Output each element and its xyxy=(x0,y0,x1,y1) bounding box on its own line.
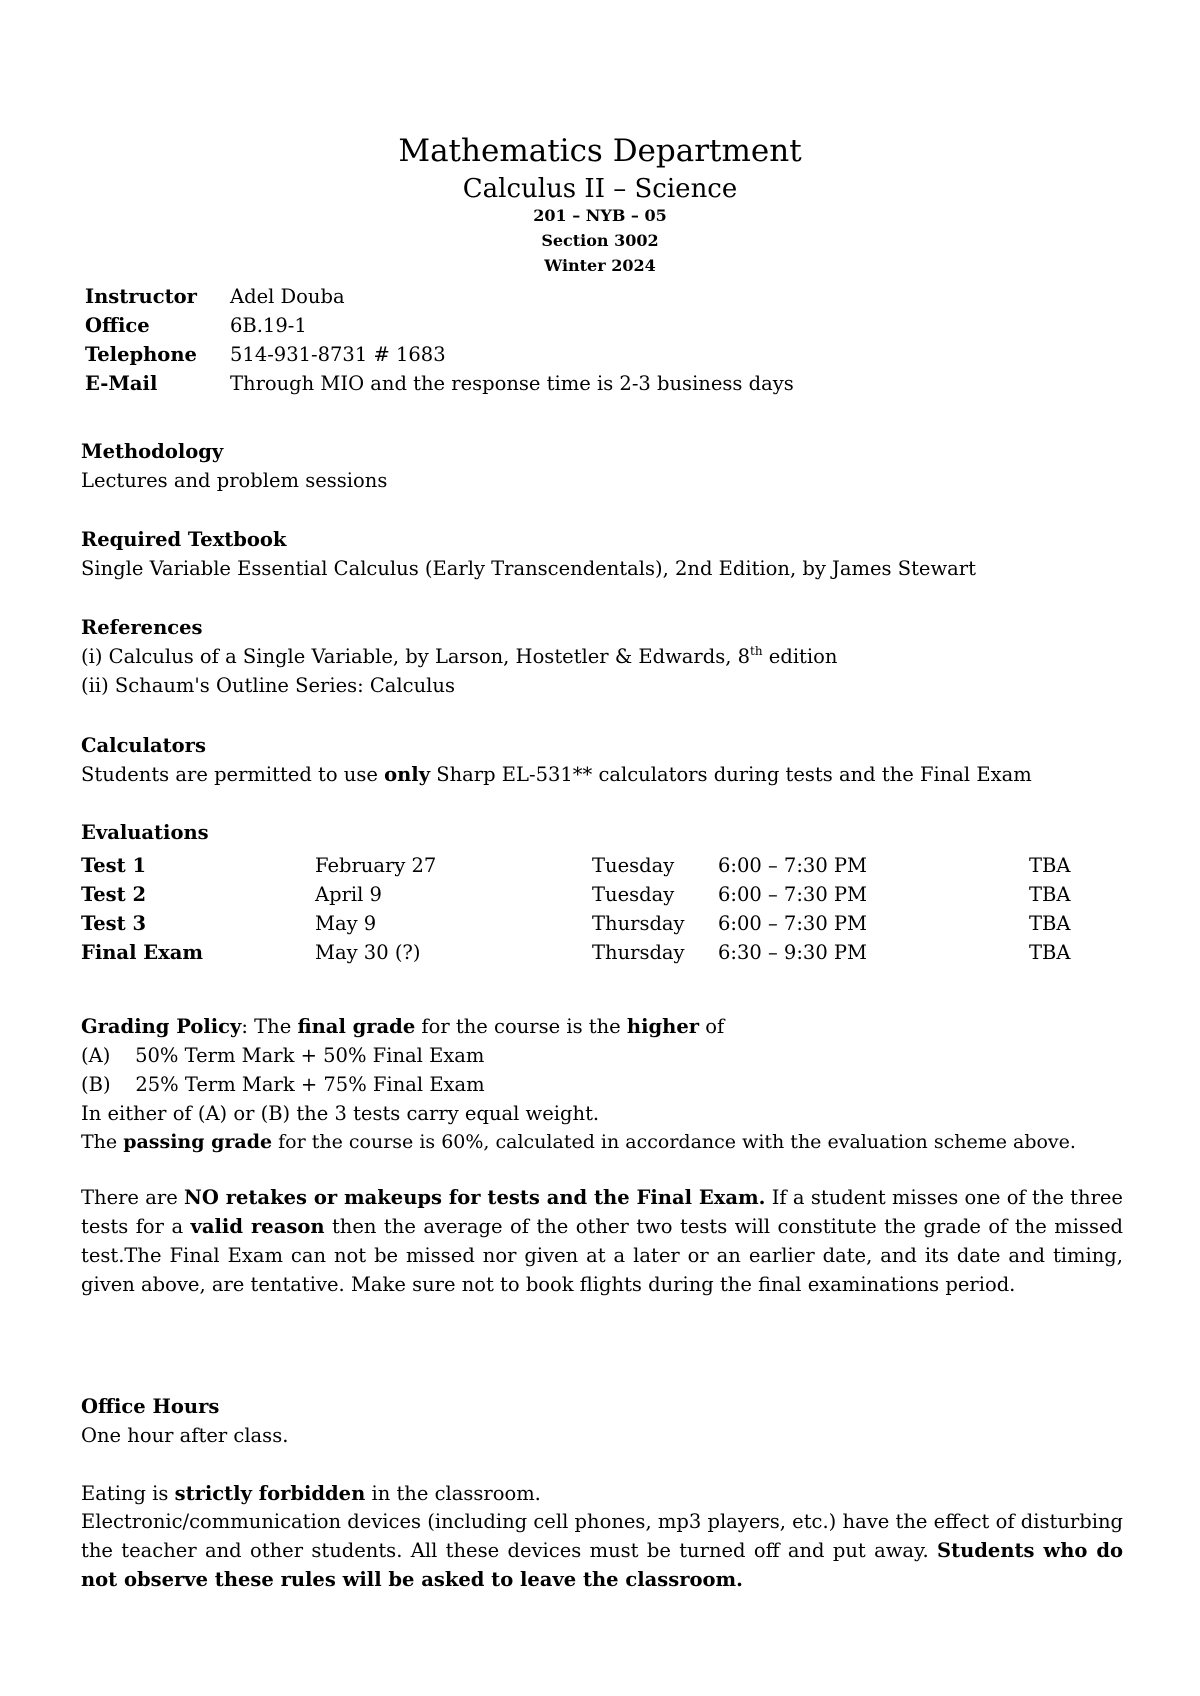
methodology-text: Lectures and problem sessions xyxy=(81,469,388,492)
instructor-label: Instructor xyxy=(85,285,197,308)
references-heading: References xyxy=(81,616,203,639)
grading-text: for the course is the xyxy=(415,1015,627,1038)
makeup-text: then the average of the other two tests will constitute the grade of the missed test.The Final Exam can not be missed nor given at a later or an earlier date, and its date and timing, given above, are tentative. Make sure not to book flights during the final examinations period. xyxy=(81,1215,1123,1296)
evaluation-day: Tuesday xyxy=(592,883,675,906)
evaluation-name: Test 3 xyxy=(81,912,147,935)
devices-rule-text: Electronic/communication devices (including cell phones, mp3 players, etc.) have the effect of disturbing the teacher and other students. All these devices must be turned off and put away. xyxy=(81,1510,1123,1562)
office-label: Office xyxy=(85,314,150,337)
grading-option-b: (B) 25% Term Mark + 75% Final Exam xyxy=(81,1073,485,1096)
evaluation-room: TBA xyxy=(1029,941,1071,964)
section-number: Section 3002 xyxy=(541,231,659,250)
makeup-text-bold: NO retakes or makeups for tests and the Final Exam. xyxy=(184,1186,766,1209)
reference-item xyxy=(81,644,838,668)
evaluation-time: 6:00 – 7:30 PM xyxy=(718,883,868,906)
evaluation-date: April 9 xyxy=(315,883,382,906)
calculators-text-start: Students are permitted to use xyxy=(81,763,385,786)
evaluation-room: TBA xyxy=(1029,912,1071,935)
evaluation-name: Test 2 xyxy=(81,883,147,906)
course-code: 201 – NYB – 05 xyxy=(533,206,667,225)
grading-text-bold: final grade xyxy=(297,1015,416,1038)
calculators-text-end: Sharp EL-531** calculators during tests and the Final Exam xyxy=(430,763,1032,786)
devices-rule-paragraph xyxy=(81,1507,1123,1594)
evaluation-date: February 27 xyxy=(315,854,437,877)
evaluation-date: May 9 xyxy=(315,912,377,935)
grading-policy-intro xyxy=(81,1017,724,1037)
evaluation-name: Final Exam xyxy=(81,941,204,964)
makeup-text: There are xyxy=(81,1186,185,1209)
eating-rule-text: Eating is xyxy=(81,1482,175,1505)
grading-equal-weight: In either of (A) or (B) the 3 tests carry equal weight. xyxy=(81,1102,600,1125)
methodology-heading: Methodology xyxy=(81,440,224,463)
calculators-heading: Calculators xyxy=(81,734,206,757)
term: Winter 2024 xyxy=(544,256,656,275)
passing-grade-text xyxy=(81,1133,1076,1152)
evaluation-room: TBA xyxy=(1029,883,1071,906)
passing-text: The xyxy=(81,1131,124,1153)
evaluation-day: Thursday xyxy=(592,912,685,935)
evaluation-day: Thursday xyxy=(592,941,685,964)
evaluation-name: Test 1 xyxy=(81,854,147,877)
calculators-text xyxy=(81,765,1032,785)
grading-policy-heading: Grading Policy xyxy=(81,1015,242,1038)
evaluation-room: TBA xyxy=(1029,854,1071,877)
reference-text: (i) Calculus of a Single Variable, by Larson, Hostetler & Edwards, 8 xyxy=(81,645,751,668)
devices-rule-bold: Students who do not observe these rules will be asked to leave the classroom. xyxy=(81,1539,1123,1591)
grading-option-a: (A) 50% Term Mark + 50% Final Exam xyxy=(81,1044,485,1067)
evaluation-date: May 30 (?) xyxy=(315,941,421,964)
evaluation-day: Tuesday xyxy=(592,854,675,877)
reference-superscript: th xyxy=(750,644,763,658)
textbook-text: Single Variable Essential Calculus (Early Transcendentals), 2nd Edition, by James Stewart xyxy=(81,557,976,580)
office-value: 6B.19-1 xyxy=(230,314,307,337)
course-title: Calculus II – Science xyxy=(462,174,738,204)
eating-rule-text: in the classroom. xyxy=(365,1482,541,1505)
email-label: E-Mail xyxy=(85,372,158,395)
grading-text-bold: higher xyxy=(626,1015,699,1038)
evaluation-time: 6:00 – 7:30 PM xyxy=(718,912,868,935)
makeup-policy-paragraph xyxy=(81,1183,1123,1299)
office-hours-text: One hour after class. xyxy=(81,1424,289,1447)
calculators-text-bold: only xyxy=(384,763,431,786)
grading-text: : The xyxy=(241,1015,298,1038)
telephone-value: 514-931-8731 # 1683 xyxy=(230,343,446,366)
textbook-heading: Required Textbook xyxy=(81,528,287,551)
reference-text-end: edition xyxy=(762,645,838,668)
reference-text: (ii) Schaum's Outline Series: Calculus xyxy=(81,674,455,697)
makeup-text: If a student misses one of the three tests for a xyxy=(81,1186,1123,1238)
evaluation-time: 6:30 – 9:30 PM xyxy=(718,941,868,964)
telephone-label: Telephone xyxy=(85,343,197,366)
evaluations-heading: Evaluations xyxy=(81,821,209,844)
eating-rule-bold: strictly forbidden xyxy=(174,1482,366,1505)
department-title: Mathematics Department xyxy=(398,133,802,169)
email-value: Through MIO and the response time is 2-3 business days xyxy=(230,372,794,395)
office-hours-heading: Office Hours xyxy=(81,1395,220,1418)
passing-text-bold: passing grade xyxy=(123,1131,273,1153)
instructor-value: Adel Douba xyxy=(230,285,345,308)
eating-rule xyxy=(81,1484,541,1504)
makeup-text-bold: valid reason xyxy=(190,1215,325,1238)
evaluation-time: 6:00 – 7:30 PM xyxy=(718,854,868,877)
reference-item xyxy=(81,676,455,696)
grading-text: of xyxy=(699,1015,725,1038)
passing-text: for the course is 60%, calculated in accordance with the evaluation scheme above. xyxy=(272,1131,1076,1153)
